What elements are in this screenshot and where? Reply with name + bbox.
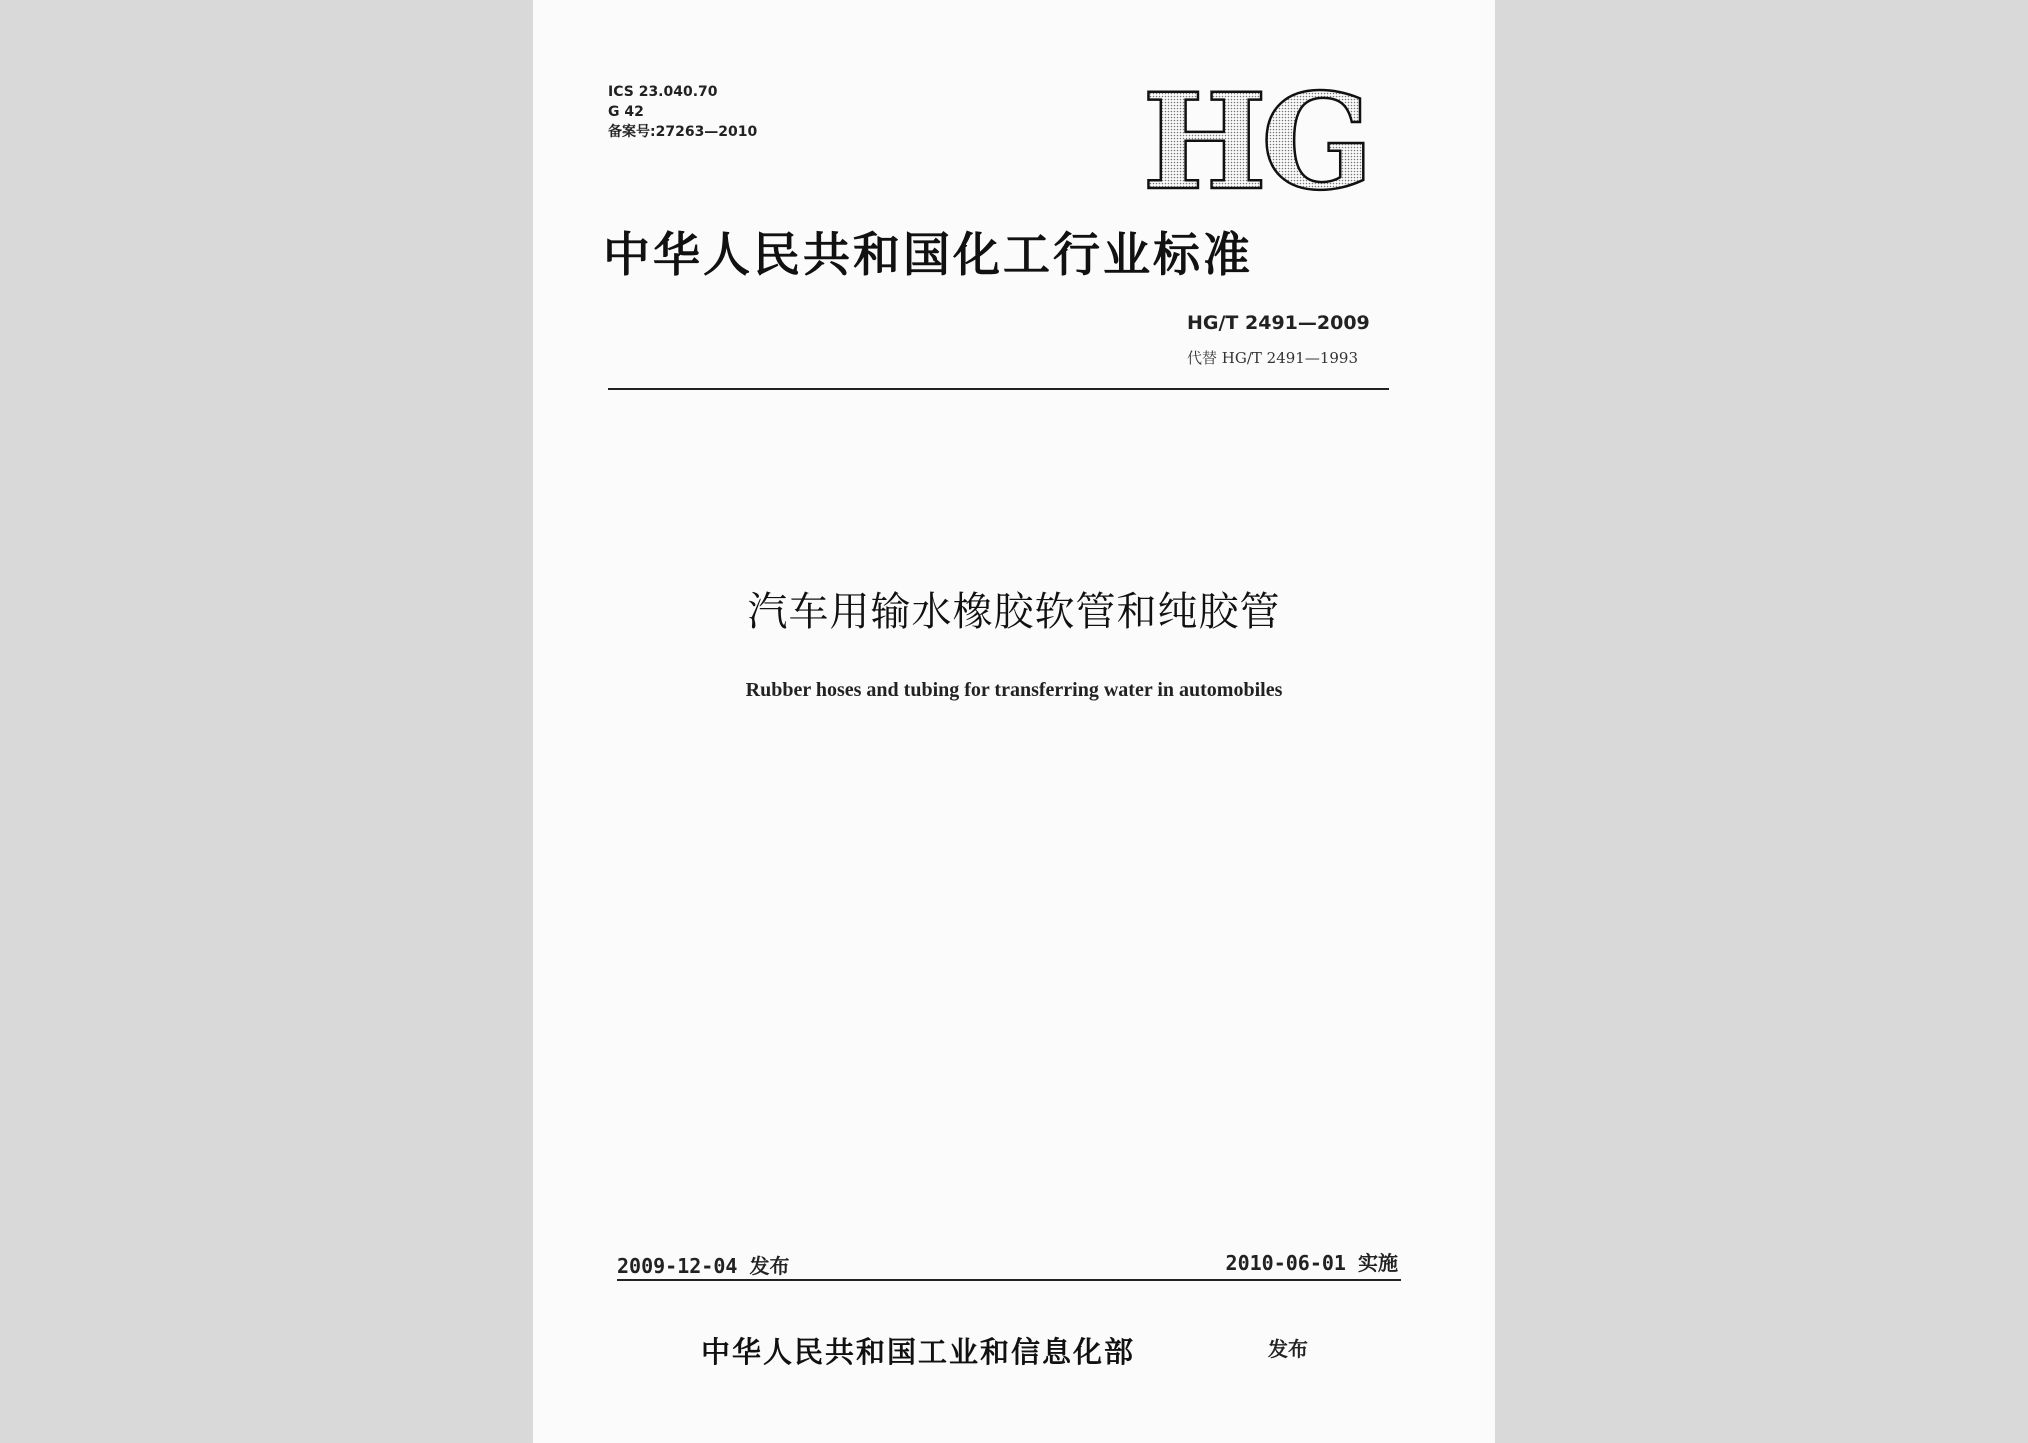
replaced-standard: 代替 HG/T 2491—1993	[1187, 349, 1359, 367]
issue-date: 2009-12-04 发布	[617, 1254, 790, 1278]
hg-logo	[1142, 65, 1368, 220]
footer-divider	[617, 1279, 1401, 1281]
ics-code: ICS 23.040.70	[608, 84, 718, 100]
document-title-en: Rubber hoses and tubing for transferring water in automobiles	[745, 679, 1283, 701]
standard-number: HG/T 2491—2009	[1187, 312, 1370, 334]
document-page	[533, 0, 1495, 1443]
standard-category-title: 中华人民共和国化工行业标准	[603, 228, 1253, 283]
hg-logo-graphic	[1142, 65, 1368, 220]
ccs-code: G 42	[608, 104, 644, 120]
hg-logo-text: HG	[1142, 65, 1368, 220]
effective-date: 2010-06-01 实施	[1225, 1251, 1398, 1275]
document-title-cn: 汽车用输水橡胶软管和纯胶管	[747, 589, 1281, 635]
publisher-suffix: 发布	[1268, 1337, 1308, 1361]
publisher-name: 中华人民共和国工业和信息化部	[701, 1335, 1136, 1369]
filing-number: 备案号:27263—2010	[608, 124, 758, 140]
header-divider	[608, 388, 1389, 390]
classification-block	[608, 82, 757, 142]
